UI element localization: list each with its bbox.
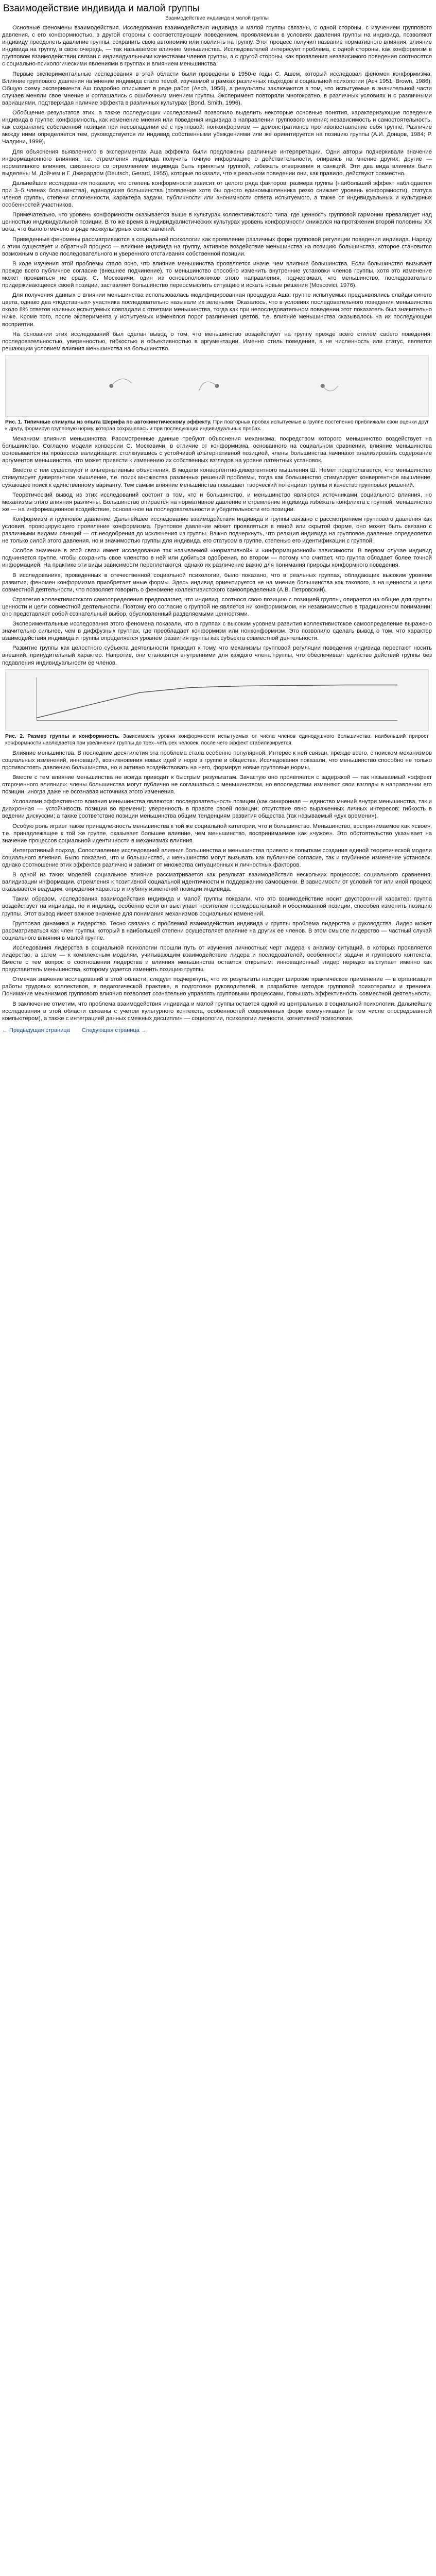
paragraph: Для объяснения выявленного в экспериментах Аша эффекта были предложены различные интерпретации. Одни авторы подчеркивали значение информационного влияния, т.е. стремления индивида получить точную информацию о действительности, опираясь на мнение других; другие — нормативного влияния, связанного со стремлением индивида быть принятым группой, избежать отвержения и санкций. Эти два вида влияния были выделены М. Дойчем и Г. Джерардом (Deutsch, Gerard, 1955), которые показали, что в реальном поведении они, как правило, действуют совместно.	[2, 148, 432, 177]
figure-label: Рис. 1. Типичные стимулы из опыта Шерифа по автокинетическому эффекту.	[5, 419, 212, 425]
paragraph: Основные феномены взаимодействия. Исследования взаимодействия индивида и малой группы связаны, с одной стороны, с изучением группового давления, с его конформностью, в другой стороны с соответствующим поведением, проявляемым в условиях давления группы на индивида, позволяют индивиду преодолеть давление группы, сохранить свою автономию или повлиять на группу. Этот процесс получил название нормативного влияния; влияние индивида на группу, в свою очередь, — так называемое влияние меньшинства. Исследователей интересует проблема, с одной стороны, как конформизм в групповом взаимодействии связан с индивидуальными качествами членов группы, а с другой стороны, как проявления независимого поведения соотносятся с социально-психологическими явлениями в группах и влиянием меньшинства.	[2, 25, 432, 67]
paragraph: Для получения данных о влиянии меньшинства использовалась модифицированная процедура Аша: группе испытуемых предъявлялись слайды синего цвета, однако два «подставных» участника последовательно называли их зелеными. Оказалось, что в условиях последовательного поведения меньшинства около 8% ответов наивных испытуемых совпадали с ответами меньшинства, тогда как при непоследовательном поведении этот показатель был значительно ниже. Кроме того, после эксперимента у испытуемых изменялся порог различения цветов, т.е. влияние меньшинства сказывалось на их последующем восприятии.	[2, 292, 432, 328]
paragraph: Особое значение в этой связи имеет исследование так называемой «нормативной» и «информационной» зависимости. В первом случае индивид подчиняется группе, чтобы сохранить свое членство в ней или добиться одобрения, во втором — потому что считает, что группа обладает более точной информацией. На практике эти виды зависимости переплетаются, однако их различение важно для понимания природы конформного поведения.	[2, 548, 432, 569]
next-page-link[interactable]: Следующая страница →	[81, 1027, 147, 1033]
paragraph: Механизм влияния меньшинства. Рассмотренные данные требуют объяснения механизма, посредством которого меньшинство воздействует на большинство. Согласно модели конверсии С. Московичи, в отличие от конформизма, основанного на социальном сравнении, влияние меньшинства основывается на процессах валидизации: столкнувшись с устойчивой альтернативной позицией, члены большинства начинают анализировать содержание аргументов меньшинства, что может привести к изменению их собственных взглядов на уровне латентных установок.	[2, 435, 432, 464]
pagination	[2, 1027, 432, 1033]
prev-page-link[interactable]: ← Предыдущая страница	[2, 1027, 70, 1033]
paragraph: Развитие группы как целостного субъекта деятельности приводит к тому, что механизмы групповой регуляции поведения индивида перестают носить внешний, принудительный характер. Напротив, они становятся внутренними для каждого члена группы, что обеспечивает единство действий группы без подавления индивидуальности ее членов.	[2, 645, 432, 666]
breadcrumb[interactable]: Взаимодействие индивида и малой группы	[165, 15, 269, 21]
paragraph: В исследованиях, проведенных в отечественной социальной психологии, было показано, что в реальных группах, обладающих высоким уровнем развития, феномен конформизма приобретает иные формы. Здесь индивид ориентируется не на мнение большинства как такового, а на ценности и цели совместной деятельности, что позволяет говорить о феномене коллективистского самоопределения (А.В. Петровский).	[2, 572, 432, 593]
paragraph: Дальнейшие исследования показали, что степень конформности зависит от целого ряда факторов: размера группы (наибольший эффект наблюдается при 3–5 членах большинства), единодушия большинства (появление хотя бы одного единомышленника резко снижает уровень конформности), статуса членов группы, степени сплоченности, характера задачи, публичности или анонимности ответа испытуемого, а также от индивидуальных и культурных особенностей участников.	[2, 180, 432, 209]
figure-caption	[5, 419, 429, 432]
paragraph: Экспериментальные исследования этого феномена показали, что в группах с высоким уровнем развития коллективистское самоопределение выражено значительно сильнее, чем в диффузных группах, где преобладает конформизм или нонконформизм. Это позволило сделать вывод о том, что характер взаимодействия индивида и группы определяется уровнем развития группы как субъекта совместной деятельности.	[2, 621, 432, 642]
paragraph: Приведенные феномены рассматриваются в социальной психологии как проявление различных форм групповой регуляции поведения индивида. Наряду с этим существует и обратный процесс — влияние индивида на группу, активное воздействие меньшинства на позицию большинства, которое становится возможным в случае последовательного и уверенного отстаивания собственной позиции.	[2, 236, 432, 257]
figure-image	[5, 669, 429, 731]
figure-1	[2, 355, 432, 432]
paragraph: Отмечая значение исследований в этой области, следует подчеркнуть, что их результаты находят широкое практическое применение — в организации работы трудовых коллективов, в педагогической практике, в подготовке руководителей, в разработке методов групповой психотерапии и тренинга. Понимание механизмов группового влияния позволяет сознательно управлять групповыми процессами, повышать эффективность совместной деятельности.	[2, 976, 432, 997]
figure-label: Рис. 2. Размер группы и конформность.	[5, 733, 120, 739]
paragraph: В одной из таких моделей социальное влияние рассматривается как результат взаимодействия нескольких процессов: социального сравнения, валидизации информации, стремления к позитивной социальной идентичности и поддержанию самооценки. В зависимости от условий тот или иной процесс оказывается ведущим, определяя характер и глубину изменений позиции индивида.	[2, 872, 432, 893]
paragraph: Групповая динамика и лидерство. Тесно связана с проблемой взаимодействия индивида и группы проблема лидерства и руководства. Лидер может рассматриваться как член группы, который в наибольшей степени осуществляет влияние на других ее членов. В этом смысле лидерство — частный случай социального влияния в малой группе.	[2, 920, 432, 941]
paragraph: На основании этих исследований был сделан вывод о том, что меньшинство воздействует на группу прежде всего стилем своего поведения: последовательностью, уверенностью, гибкостью и объективностью в аргументации. Именно стиль поведения, а не численность или статус, является решающим условием влияния меньшинства на большинство.	[2, 331, 432, 352]
paragraph: Стратегия коллективистского самоопределения предполагает, что индивид, соотнося свою позицию с позицией группы, опирается на общие для группы ценности и цели совместной деятельности. Поэтому его согласие с группой не является ни конформизмом, ни независимостью в традиционном понимании: оно представляет собой сознательный выбор, обусловленный разделяемыми ценностями.	[2, 596, 432, 617]
paragraph: Примечательно, что уровень конформности оказывается выше в культурах коллективистского типа, где ценность групповой гармонии превалирует над ценностью индивидуальной позиции. В то же время в индивидуалистических культурах уровень конформности снижался на протяжении второй половины XX века, что было отмечено в ряде межкультурных сопоставлений.	[2, 212, 432, 233]
paragraph: Конформизм и групповое давление. Дальнейшее исследование взаимодействия индивида и группы связано с рассмотрением группового давления как условия, провоцирующего проявление конформизма. Групповое давление может проявляться в явной или скрытой форме, оно может быть связано с различными видами санкций — от неодобрения до исключения из группы. Важно подчеркнуть, что реакция индивида на групповое давление определяется не только силой этого давления, но и значимостью группы для индивида, его статусом в группе, степенью его идентификации с группой.	[2, 516, 432, 545]
page-title: Взаимодействие индивида и малой группы	[3, 3, 200, 14]
paragraph: Условиями эффективного влияния меньшинства являются: последовательность позиции (как синхронная — единство мнений внутри меньшинства, так и диахронная — устойчивость позиции во времени); уверенность в правоте своей позиции; отсутствие явно выраженных личных интересов; гибкость в ведении дискуссии; а также соответствие позиции меньшинства общим тенденциям развития общества (так называемый «дух времени»).	[2, 799, 432, 820]
paragraph: В заключение отметим, что проблема взаимодействия индивида и малой группы остается одной из центральных в социальной психологии. Дальнейшие исследования в этой области связаны с учетом культурного контекста, особенностей современных форм коммуникации (в том числе опосредованной компьютером), а также с интеграцией данных смежных дисциплин — социологии, психологии личности, когнитивной психологии.	[2, 1001, 432, 1022]
figure-2	[2, 669, 432, 747]
paragraph: Теоретический вывод из этих исследований состоит в том, что и большинство, и меньшинство являются источниками социального влияния, но механизмы этого влияния различны. Большинство опирается на нормативное давление и стремление индивида избежать конфликта с группой, меньшинство же — на информационное воздействие, основанное на последовательности и убедительности его позиции.	[2, 492, 432, 513]
paragraph: Первые экспериментальные исследования в этой области были проведены в 1950-е годы С. Ашем, который исследовал феномен конформизма. Влияние группового давления на мнение индивида стало темой, изучаемой в рамках различных подходов в социальной психологии (Асч 1951; Brown, 1986). Общую схему эксперимента Аш подробно описывает в ряде работ (Asch, 1956), а результаты заключаются в том, что испытуемые в значительной части случаев меняли свое мнение и соглашались с ошибочным мнением группы. Эксперимент повторяли многократно, в различных условиях и с различными вариациями, подтверждая наличие эффекта в различных культурах (Bond, Smith, 1996).	[2, 71, 432, 106]
article-body	[2, 24, 432, 1022]
paragraph: Особую роль играет также принадлежность меньшинства к той же социальной категории, что и большинство. Меньшинство, воспринимаемое как «свое», т.е. принадлежащее к той же группе, оказывает большее влияние, чем меньшинство, воспринимаемое как «чужое». Это обстоятельство указывает на значение процессов социальной идентичности в механизмах влияния.	[2, 823, 432, 844]
paragraph: Таким образом, исследования взаимодействия индивида и малой группы показали, что это взаимодействие носит двусторонний характер: группа воздействует на индивида, но и индивид, особенно если он выступает носителем последовательной и обоснованной позиции, способен изменить позицию группы. Этот вывод имеет важное значение для понимания механизмов социальных изменений.	[2, 896, 432, 917]
page	[0, 0, 436, 1033]
paragraph: Интегративный подход. Сопоставление исследований влияния большинства и меньшинства привело к попыткам создания единой теоретической модели социального влияния. Было показано, что и большинство, и меньшинство могут вызывать как публичное согласие, так и глубинное изменение установок, однако соотношение этих эффектов различно и зависит от множества ситуационных и личностных факторов.	[2, 847, 432, 868]
figure-image	[5, 355, 429, 417]
paragraph: Исследования лидерства в социальной психологии прошли путь от изучения личностных черт лидера к анализу ситуаций, в которых проявляется лидерство, а затем — к комплексным моделям, учитывающим взаимодействие лидера и последователей, особенности задачи и группового контекста. Вместе с тем вопрос о соотношении лидерства и влияния меньшинства остается открытым: инновационный лидер нередко выступает именно как представитель меньшинства, которому удается изменить позицию группы.	[2, 944, 432, 973]
figure-caption	[5, 733, 429, 747]
paragraph: Вместе с тем влияние меньшинства не всегда приводит к быстрым результатам. Зачастую оно проявляется с задержкой — так называемый «эффект отсроченного влияния»: члены большинства могут публично не соглашаться с меньшинством, но впоследствии изменяют свои взгляды в направлении его позиции, иногда даже не осознавая источника этого изменения.	[2, 774, 432, 795]
paragraph: Влияние меньшинства. В последние десятилетия эта проблема стала особенно популярной. Интерес к ней связан, прежде всего, с поиском механизмов социальных изменений, инноваций, возникновения новых идей и норм в группе и обществе. Исследования показали, что меньшинство способно не только противостоять давлению большинства, но и активно воздействовать на него, формируя новые групповые нормы.	[2, 750, 432, 771]
paragraph: Вместе с тем существуют и альтернативные объяснения. В модели конвергентно-дивергентного мышления Ш. Немет предполагается, что меньшинство стимулирует дивергентное мышление, т.е. поиск множества различных решений проблемы, тогда как большинство стимулирует конвергентное мышление, сужающее поиск к единственному варианту. Тем самым влияние меньшинства повышает творческий потенциал группы и качество групповых решений.	[2, 467, 432, 488]
paragraph: Обобщение результатов этих, а также последующих исследований позволило выделить некоторые основные понятия, характеризующие поведение индивида в группе: конформность, как изменение мнения или поведения индивида в направлении группового мнения; независимость и самостоятельность, как сохранение собственной позиции при несовпадении ее с групповой; нонконформизм — демонстративное противопоставление себя группе. Различие между ними определяется тем, руководствуется ли индивид собственными убеждениями или же ориентируется на позицию группы (А.И. Донцов, 1984; Р. Чалдини, 1999).	[2, 110, 432, 145]
paragraph: В ходе изучения этой проблемы стало ясно, что влияние меньшинства проявляется иначе, чем влияние большинства. Если большинство вызывает прежде всего публичное согласие (внешнее подчинение), то меньшинство способно изменить внутренние установки членов группы, хотя это изменение может проявиться не сразу. С. Московичи, один из основоположников этого направления, подчеркивал, что меньшинство, последовательно придерживающееся своей позиции, заставляет большинство переосмыслить ситуацию и искать новые решения (Moscovici, 1976).	[2, 260, 432, 289]
figure-text: При повторных пробах испытуемые в группе постепенно приближали свои оценки друг к другу, формируя групповую норму, которая сохранялась и при последующих индивидуальных пробах.	[5, 419, 429, 432]
figure-text: Зависимость уровня конформности испытуемых от числа членов единодушного большинства: наибольший прирост конформности наблюдается при увеличении группы до трех–четырех человек, после чего эффект стабилизируется.	[5, 733, 429, 746]
